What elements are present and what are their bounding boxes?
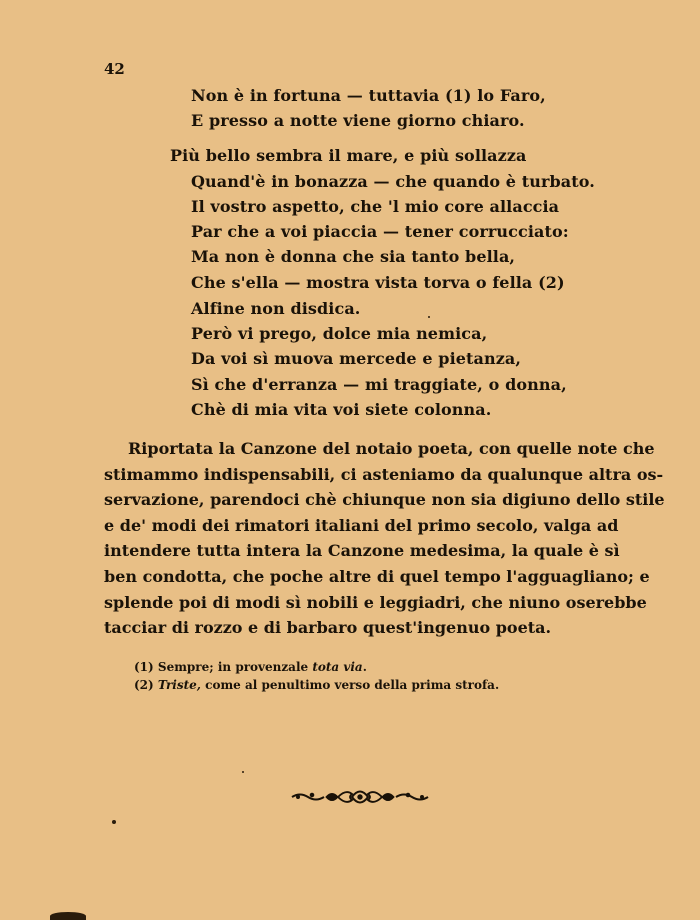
ink-speck bbox=[112, 820, 116, 824]
footnote-tail: . bbox=[362, 660, 367, 674]
verse-line: Non è in fortuna — tuttavia (1) lo Faro, bbox=[191, 86, 546, 105]
prose-line: splende poi di modi sì nobili e leggiadri, che niuno oserebbe bbox=[104, 592, 647, 612]
verse-line: Chè di mia vita voi siete colonna. bbox=[191, 400, 492, 419]
verse-line: Il vostro aspetto, che 'l mio core allaccia bbox=[191, 197, 560, 216]
footnote-1 bbox=[134, 660, 367, 674]
prose-line: e de' modi dei rimatori italiani del primo secolo, valga ad bbox=[104, 515, 619, 535]
prose-line: servazione, parendoci chè chiunque non sia digiuno dello stile bbox=[104, 490, 665, 510]
footnote-marker: (2) bbox=[134, 678, 154, 692]
ink-speck bbox=[428, 316, 430, 318]
prose-line: ben condotta, che poche altre di quel tempo l'agguagliano; e bbox=[104, 566, 650, 586]
verse-line: Più bello sembra il mare, e più sollazza bbox=[170, 146, 527, 165]
footnote-italic: tota via bbox=[312, 660, 363, 674]
verse-line: Sì che d'erranza — mi traggiate, o donna, bbox=[191, 375, 567, 394]
footnote-2 bbox=[134, 678, 499, 692]
verse-line: Quand'è in bonazza — che quando è turbato. bbox=[191, 172, 595, 191]
verse-line: Alfine non disdica. bbox=[191, 299, 361, 318]
page-edge-mark bbox=[50, 912, 86, 920]
commentary-paragraph bbox=[104, 436, 665, 641]
ink-speck bbox=[242, 771, 244, 773]
footnote-text: Sempre; in provenzale bbox=[157, 660, 309, 674]
footnote-text: come al penultimo verso della prima strofa. bbox=[205, 678, 500, 692]
prose-line: Riportata la Canzone del notaio poeta, con quelle note che bbox=[128, 439, 655, 458]
verse-line: Da voi sì muova mercede e pietanza, bbox=[191, 349, 522, 368]
verse-line: Che s'ella — mostra vista torva o fella (2) bbox=[191, 273, 565, 292]
verse-line: Però vi prego, dolce mia nemica, bbox=[191, 324, 488, 343]
verse-line: Ma non è donna che sia tanto bella, bbox=[191, 247, 516, 266]
page-number: 42 bbox=[104, 60, 125, 78]
prose-line: tacciar di rozzo e di barbaro quest'ingenuo poeta. bbox=[104, 618, 552, 638]
footnote-italic: Triste, bbox=[157, 678, 201, 692]
footnote-marker: (1) bbox=[134, 660, 154, 674]
prose-line: intendere tutta intera la Canzone medesima, la quale è sì bbox=[104, 541, 620, 561]
prose-line: stimammo indispensabili, ci asteniamo da qualunque altra os- bbox=[104, 464, 664, 484]
verse-line: E presso a notte viene giorno chiaro. bbox=[191, 111, 525, 130]
ornament-icon bbox=[290, 786, 430, 808]
verse-line: Par che a voi piaccia — tener corrucciato: bbox=[191, 222, 569, 241]
